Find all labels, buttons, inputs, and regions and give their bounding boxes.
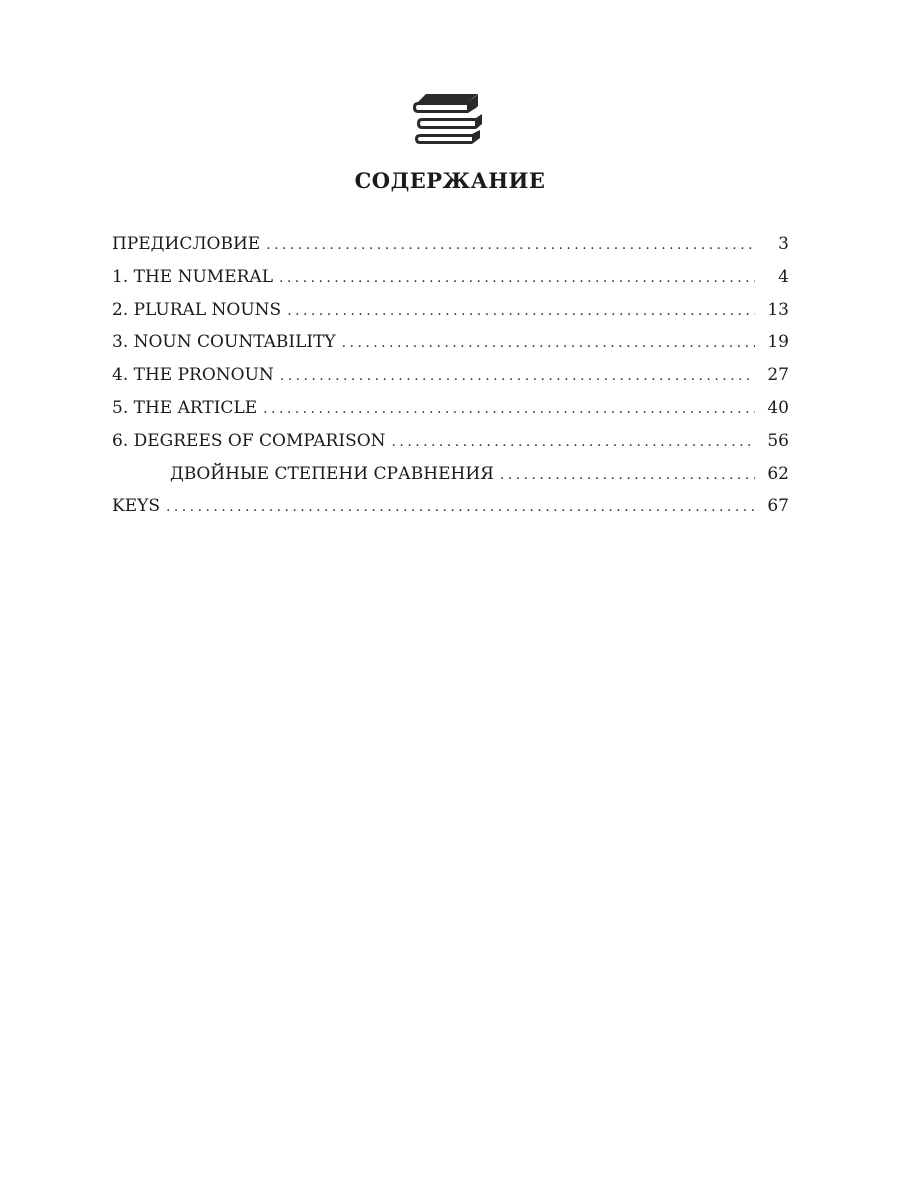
toc-entry-title: 3. NOUN COUNTABILITY [112,332,336,353]
toc-entry-title: KEYS [112,496,160,517]
toc-entry-title: 6. DEGREES OF COMPARISON [112,430,386,451]
toc-entry-title: 2. PLURAL NOUNS [112,299,282,320]
toc-entry[interactable] [112,490,789,523]
toc-entry-title: ПРЕДИСЛОВИЕ [112,234,261,254]
toc-entry-title: 5. THE ARTICLE [112,397,258,418]
toc-entry-page-number: 40 [767,397,789,418]
toc-entry[interactable] [112,359,789,392]
page-title: СОДЕРЖАНИЕ [354,168,546,193]
toc-entry-page-number: 3 [778,234,789,254]
toc-dot-leader [287,295,755,327]
toc-dot-leader [392,426,755,458]
toc-entry-page-number: 4 [778,266,789,287]
toc-entry-title: 1. THE NUMERAL [112,266,273,287]
toc-entry[interactable] [112,294,789,327]
toc-entry[interactable] [112,458,789,491]
toc-entry[interactable] [112,326,789,359]
toc-dot-leader [263,393,755,425]
table-of-contents [112,228,789,523]
toc-dot-leader [280,360,755,392]
toc-entry-page-number: 13 [767,299,789,320]
toc-entry-page-number: 27 [767,365,789,386]
toc-dot-leader [279,262,755,294]
toc-entry-page-number: 19 [767,332,789,353]
toc-dot-leader [266,229,755,261]
stacked-books-icon [412,88,486,154]
toc-entry-page-number: 56 [767,430,789,451]
toc-entry-page-number: 62 [767,463,789,484]
toc-entry[interactable] [112,425,789,458]
toc-dot-leader [500,459,755,491]
toc-entry-title: 4. THE PRONOUN [112,365,274,386]
toc-entry-title: ДВОЙНЫЕ СТЕПЕНИ СРАВНЕНИЯ [170,463,494,484]
toc-entry[interactable] [112,261,789,294]
toc-dot-leader [342,327,755,359]
toc-entry-page-number: 67 [767,496,789,517]
toc-entry[interactable] [112,228,789,261]
toc-entry[interactable] [112,392,789,425]
toc-dot-leader [166,491,755,523]
